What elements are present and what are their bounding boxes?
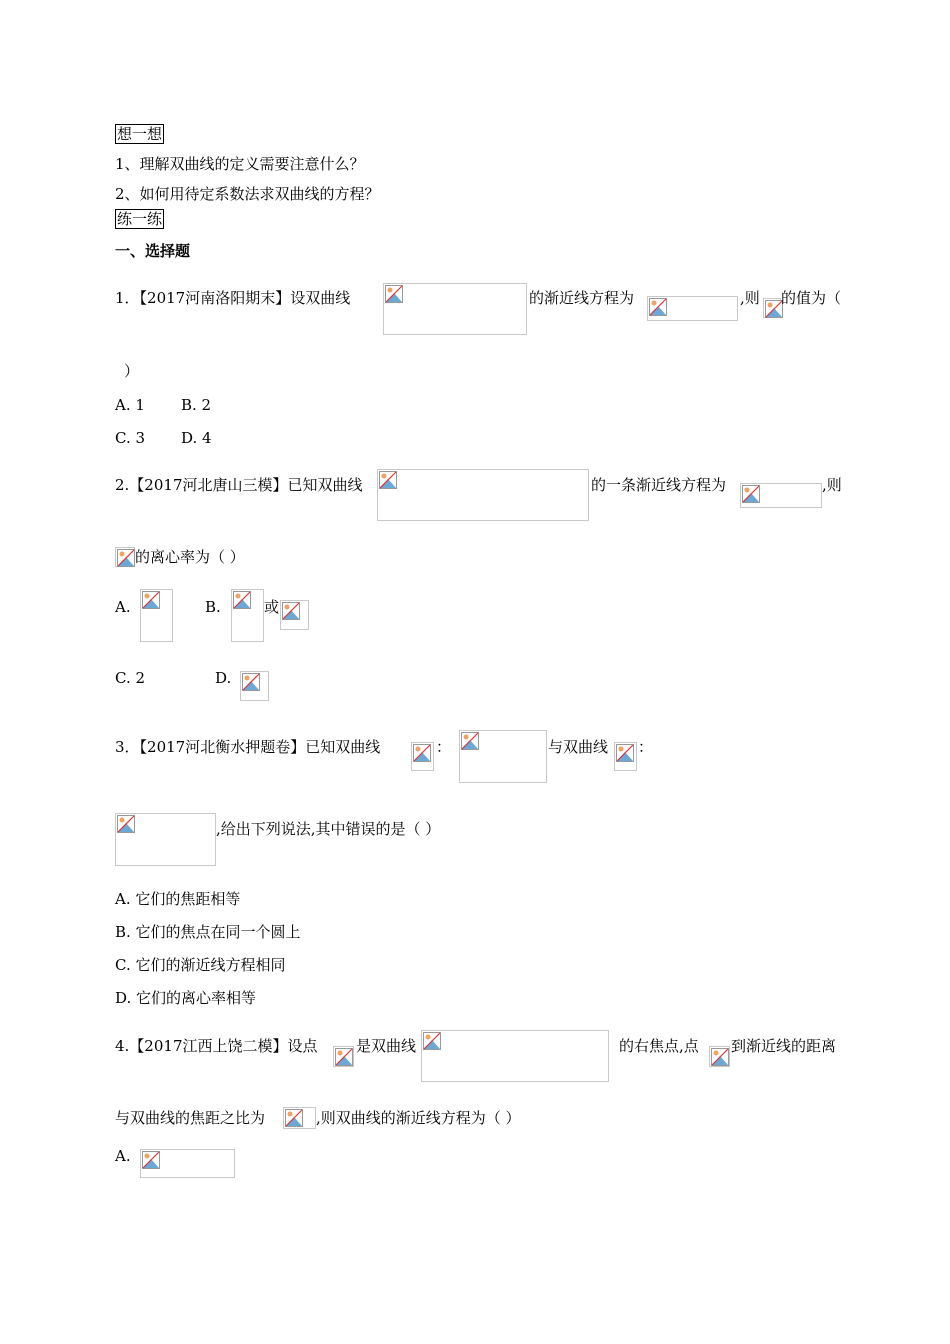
- q1-formula-image-3: [763, 298, 781, 318]
- broken-image-icon: [711, 1048, 729, 1066]
- broken-image-icon: [616, 744, 634, 762]
- q3-formula-image-4: [115, 813, 216, 866]
- q3-text-2: 与双曲线: [548, 738, 609, 756]
- q4-formula-image-2: [421, 1030, 609, 1082]
- q4-formula-image-4: [283, 1107, 316, 1129]
- q3-option-c: C. 它们的渐近线方程相同: [115, 956, 286, 974]
- q3-formula-image-2: [459, 730, 547, 783]
- q3-formula-image-3: [614, 742, 637, 771]
- q1-option-a: A. 1: [115, 396, 145, 414]
- q4-formula-image-1: [333, 1046, 354, 1067]
- broken-image-icon: [335, 1048, 353, 1066]
- q2-text-3: ,则: [822, 476, 842, 494]
- broken-image-icon: [282, 602, 300, 620]
- q2-formula-image-3: [115, 547, 135, 567]
- think-item-2: 2、如何用待定系数法求双曲线的方程？: [115, 185, 380, 203]
- broken-image-icon: [117, 815, 135, 833]
- q2-option-a: A.: [115, 598, 131, 616]
- q2-option-a-image: [140, 589, 173, 642]
- q4-text-2: 是双曲线: [356, 1037, 417, 1055]
- q2-option-b-image-2: [280, 600, 309, 630]
- q2-option-b-image-1: [231, 589, 264, 642]
- q3-colon-1: ：: [436, 738, 452, 756]
- q1-option-d: D. 4: [181, 429, 212, 447]
- q3-option-d: D. 它们的离心率相等: [115, 989, 257, 1007]
- broken-image-icon: [142, 1151, 160, 1169]
- q4-text-3: 的右焦点,点: [619, 1037, 699, 1055]
- broken-image-icon: [285, 1109, 303, 1127]
- q1-text-3: ,则: [740, 289, 760, 307]
- broken-image-icon: [413, 744, 431, 762]
- q2-option-b-or: 或: [264, 598, 280, 616]
- q3-colon-2: ：: [638, 738, 654, 756]
- broken-image-icon: [117, 549, 135, 567]
- broken-image-icon: [423, 1032, 441, 1050]
- q2-option-d: D.: [215, 669, 232, 687]
- q1-text-2: 的渐近线方程为: [529, 289, 635, 307]
- q3-text-3: ,给出下列说法,其中错误的是（ ）: [216, 820, 441, 838]
- q1-text-4: 的值为（: [781, 289, 842, 307]
- q2-option-b: B.: [205, 598, 221, 616]
- broken-image-icon: [233, 591, 251, 609]
- broken-image-icon: [142, 591, 160, 609]
- q4-option-a: A.: [115, 1147, 131, 1165]
- q1-formula-image-2: [647, 296, 738, 321]
- broken-image-icon: [742, 485, 760, 503]
- broken-image-icon: [379, 471, 397, 489]
- q2-text-1: 2.【2017河北唐山三模】已知双曲线: [115, 476, 363, 494]
- q2-option-c: C. 2: [115, 669, 146, 687]
- q4-text-4: 到渐近线的距离: [731, 1037, 837, 1055]
- q4-text-6: ,则双曲线的渐近线方程为（ ）: [316, 1109, 521, 1127]
- q1-formula-image-1: [383, 283, 527, 335]
- section-choice-heading: 一、选择题: [115, 242, 191, 260]
- q4-option-a-image: [140, 1149, 235, 1178]
- q3-text-1: 3．【2017河北衡水押题卷】已知双曲线: [115, 738, 381, 756]
- broken-image-icon: [461, 732, 479, 750]
- section-practice-label: 练一练: [117, 210, 163, 228]
- q1-option-b: B. 2: [181, 396, 212, 414]
- q3-formula-image-1: [411, 742, 434, 771]
- q2-formula-image-2: [740, 483, 822, 508]
- q4-text-5: 与双曲线的焦距之比为: [115, 1109, 266, 1127]
- q2-text-2: 的一条渐近线方程为: [591, 476, 727, 494]
- q2-text-4: 的离心率为（ ）: [135, 548, 245, 566]
- broken-image-icon: [649, 298, 667, 316]
- q3-option-a: A. 它们的焦距相等: [115, 890, 241, 908]
- broken-image-icon: [385, 285, 403, 303]
- q4-formula-image-3: [709, 1046, 730, 1067]
- think-item-1: 1、理解双曲线的定义需要注意什么？: [115, 155, 365, 173]
- broken-image-icon: [242, 673, 260, 691]
- q3-option-b: B. 它们的焦点在同一个圆上: [115, 923, 301, 941]
- q1-option-c: C. 3: [115, 429, 146, 447]
- q2-option-d-image: [240, 671, 269, 701]
- q2-formula-image-1: [377, 469, 589, 521]
- q1-text-1: 1．【2017河南洛阳期末】设双曲线: [115, 289, 351, 307]
- q4-text-1: 4.【2017江西上饶二模】设点: [115, 1037, 318, 1055]
- q1-text-5: ）: [124, 362, 140, 380]
- section-think-label: 想一想: [117, 125, 163, 143]
